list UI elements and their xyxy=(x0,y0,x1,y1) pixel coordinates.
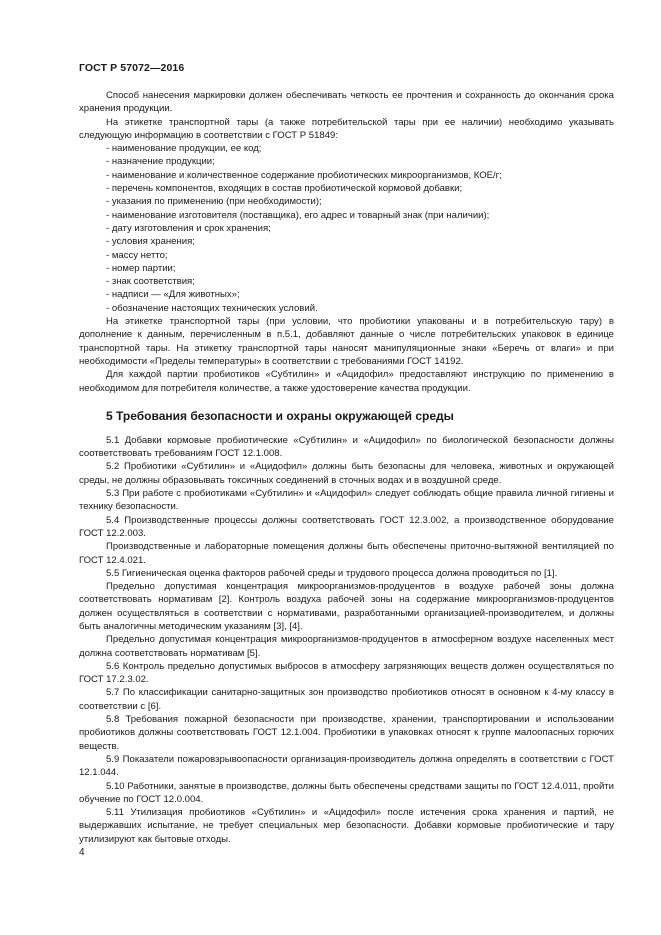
list-item: - указания по применению (при необходимости); xyxy=(106,196,322,208)
paragraph-5-10: 5.10 Работники, занятые в производстве, должны быть обеспечены средствами защиты по ГОСТ 12.4.011, пройти обучение по ГОСТ 12.0.004. xyxy=(79,780,614,805)
paragraph-work-zone-limit: Предельно допустимая концентрация микроорганизмов-продуцентов в воздухе рабочей зоны должна соответствовать нормативам [2]. Контроль воздуха рабочей зоны на содержание микроорганизмов-продуцентов должен осуществляться в соответствии с нормативами, разработанными организацией-производителем, и должны быть аналогичны методическим указаниям [3], [4]. xyxy=(79,581,614,632)
list-item: - массу нетто; xyxy=(106,249,168,261)
paragraph-marking-method: Способ нанесения маркировки должен обеспечивать четкость ее прочтения и сохранность до окончания срока хранения продукции. xyxy=(79,90,614,115)
list-item: - обозначение настоящих технических условий. xyxy=(106,302,318,314)
paragraph-transport-label: На этикетке транспортной тары (при условии, что пробиотики упакованы и в потребительскую тару) в дополнение к данным, перечисленным в п.5.1, добавляют данные о числе потребительских упаковок в единице транспортной тары. На этикетку транспортной тары наносят манипуляционные знаки «Беречь от влаги» и при необходимости «Пределы температуры» в соответствии с требованиями ГОСТ 14192. xyxy=(79,316,614,367)
list-item: - назначение продукции; xyxy=(106,156,215,168)
list-item: - перечень компонентов, входящих в состав пробиотической кормовой добавки; xyxy=(106,183,463,195)
page-content xyxy=(79,89,614,846)
paragraph-5-11: 5.11 Утилизация пробиотиков «Субтилин» и «Ацидофил» после истечения срока хранения и партий, не выдержавших испытание, не требует специальных мер безопасности. Добавки кормовые пробиотические и тару утилизируют как бытовые отходы. xyxy=(79,807,614,845)
paragraph-5-7: 5.7 По классификации санитарно-защитных зон производство пробиотиков относят в основном к 4-му классу в соответствии с [6]. xyxy=(79,687,614,712)
page-number: 4 xyxy=(79,847,85,858)
paragraph-ventilation: Производственные и лабораторные помещения должны быть обеспечены приточно-вытяжной вентиляцией по ГОСТ 12.4.021. xyxy=(79,541,614,566)
paragraph-5-2: 5.2 Пробиотики «Субтилин» и «Ацидофил» должны быть безопасны для человека, животных и окружающей среды, не должны образовывать токсичных соединений в сточных водах и в воздушной среде. xyxy=(79,461,614,486)
paragraph-5-9: 5.9 Показатели пожаровзрывоопасности организация-производитель должна определять в соответствии с ГОСТ 12.1.044. xyxy=(79,753,614,779)
document-header: ГОСТ Р 57072—2016 xyxy=(79,62,185,74)
label-info-list xyxy=(79,142,614,315)
list-item: - наименование и количественное содержание пробиотических микроорганизмов, КОЕ/г; xyxy=(106,169,502,181)
list-item: - знак соответствия; xyxy=(106,276,195,288)
paragraph-5-1: 5.1 Добавки кормовые пробиотические «Субтилин» и «Ацидофил» по биологической безопасности должны соответствовать требованиям ГОСТ 12.1.008. xyxy=(79,434,614,460)
list-item: - номер партии; xyxy=(106,262,176,274)
list-item: - условия хранения; xyxy=(106,236,195,248)
paragraph-5-6: 5.6 Контроль предельно допустимых выбросов в атмосферу загрязняющих веществ должен осуществляться по ГОСТ 17.2.3.02. xyxy=(79,660,614,686)
paragraph-5-8: 5.8 Требования пожарной безопасности при производстве, хранении, транспортировании и использовании пробиотиков должны соответствовать ГОСТ 12.1.004. Пробиотики в упаковках относят к группе малоопасных горючих веществ. xyxy=(79,714,614,752)
list-item: - наименование продукции, ее код; xyxy=(106,143,262,155)
paragraph-instruction: Для каждой партии пробиотиков «Субтилин» и «Ацидофил» предоставляют инструкцию по применению в необходимом для потребителя количестве, а также удостоверение качества продукции. xyxy=(79,369,614,394)
section-title: 5 Требования безопасности и охраны окружающей среды xyxy=(106,408,454,423)
list-item: - дату изготовления и срок хранения; xyxy=(106,222,271,234)
list-item: - наименование изготовителя (поставщика), его адрес и товарный знак (при наличии); xyxy=(106,209,490,221)
list-item: - надписи — «Для животных»; xyxy=(106,289,240,301)
paragraph-5-5: 5.5 Гигиеническая оценка факторов рабочей среды и трудового процесса должна проводиться по [1]. xyxy=(106,567,558,579)
paragraph-5-4: 5.4 Производственные процессы должны соответствовать ГОСТ 12.3.002, а производственное оборудование ГОСТ 12.2.003. xyxy=(79,514,614,539)
paragraph-label-info: На этикетке транспортной тары (а также потребительской тары при ее наличии) необходимо указывать следующую информацию в соответствии с ГОСТ Р 51849: xyxy=(79,116,614,141)
paragraph-5-3: 5.3 При работе с пробиотиками «Субтилин» и «Ацидофил» следует соблюдать общие правила личной гигиены и технику безопасности. xyxy=(79,488,614,513)
paragraph-atmosphere-limit: Предельно допустимая концентрация микроорганизмов-продуцентов в атмосферном воздухе населенных мест должна соответствовать нормативам [5]. xyxy=(79,634,614,659)
